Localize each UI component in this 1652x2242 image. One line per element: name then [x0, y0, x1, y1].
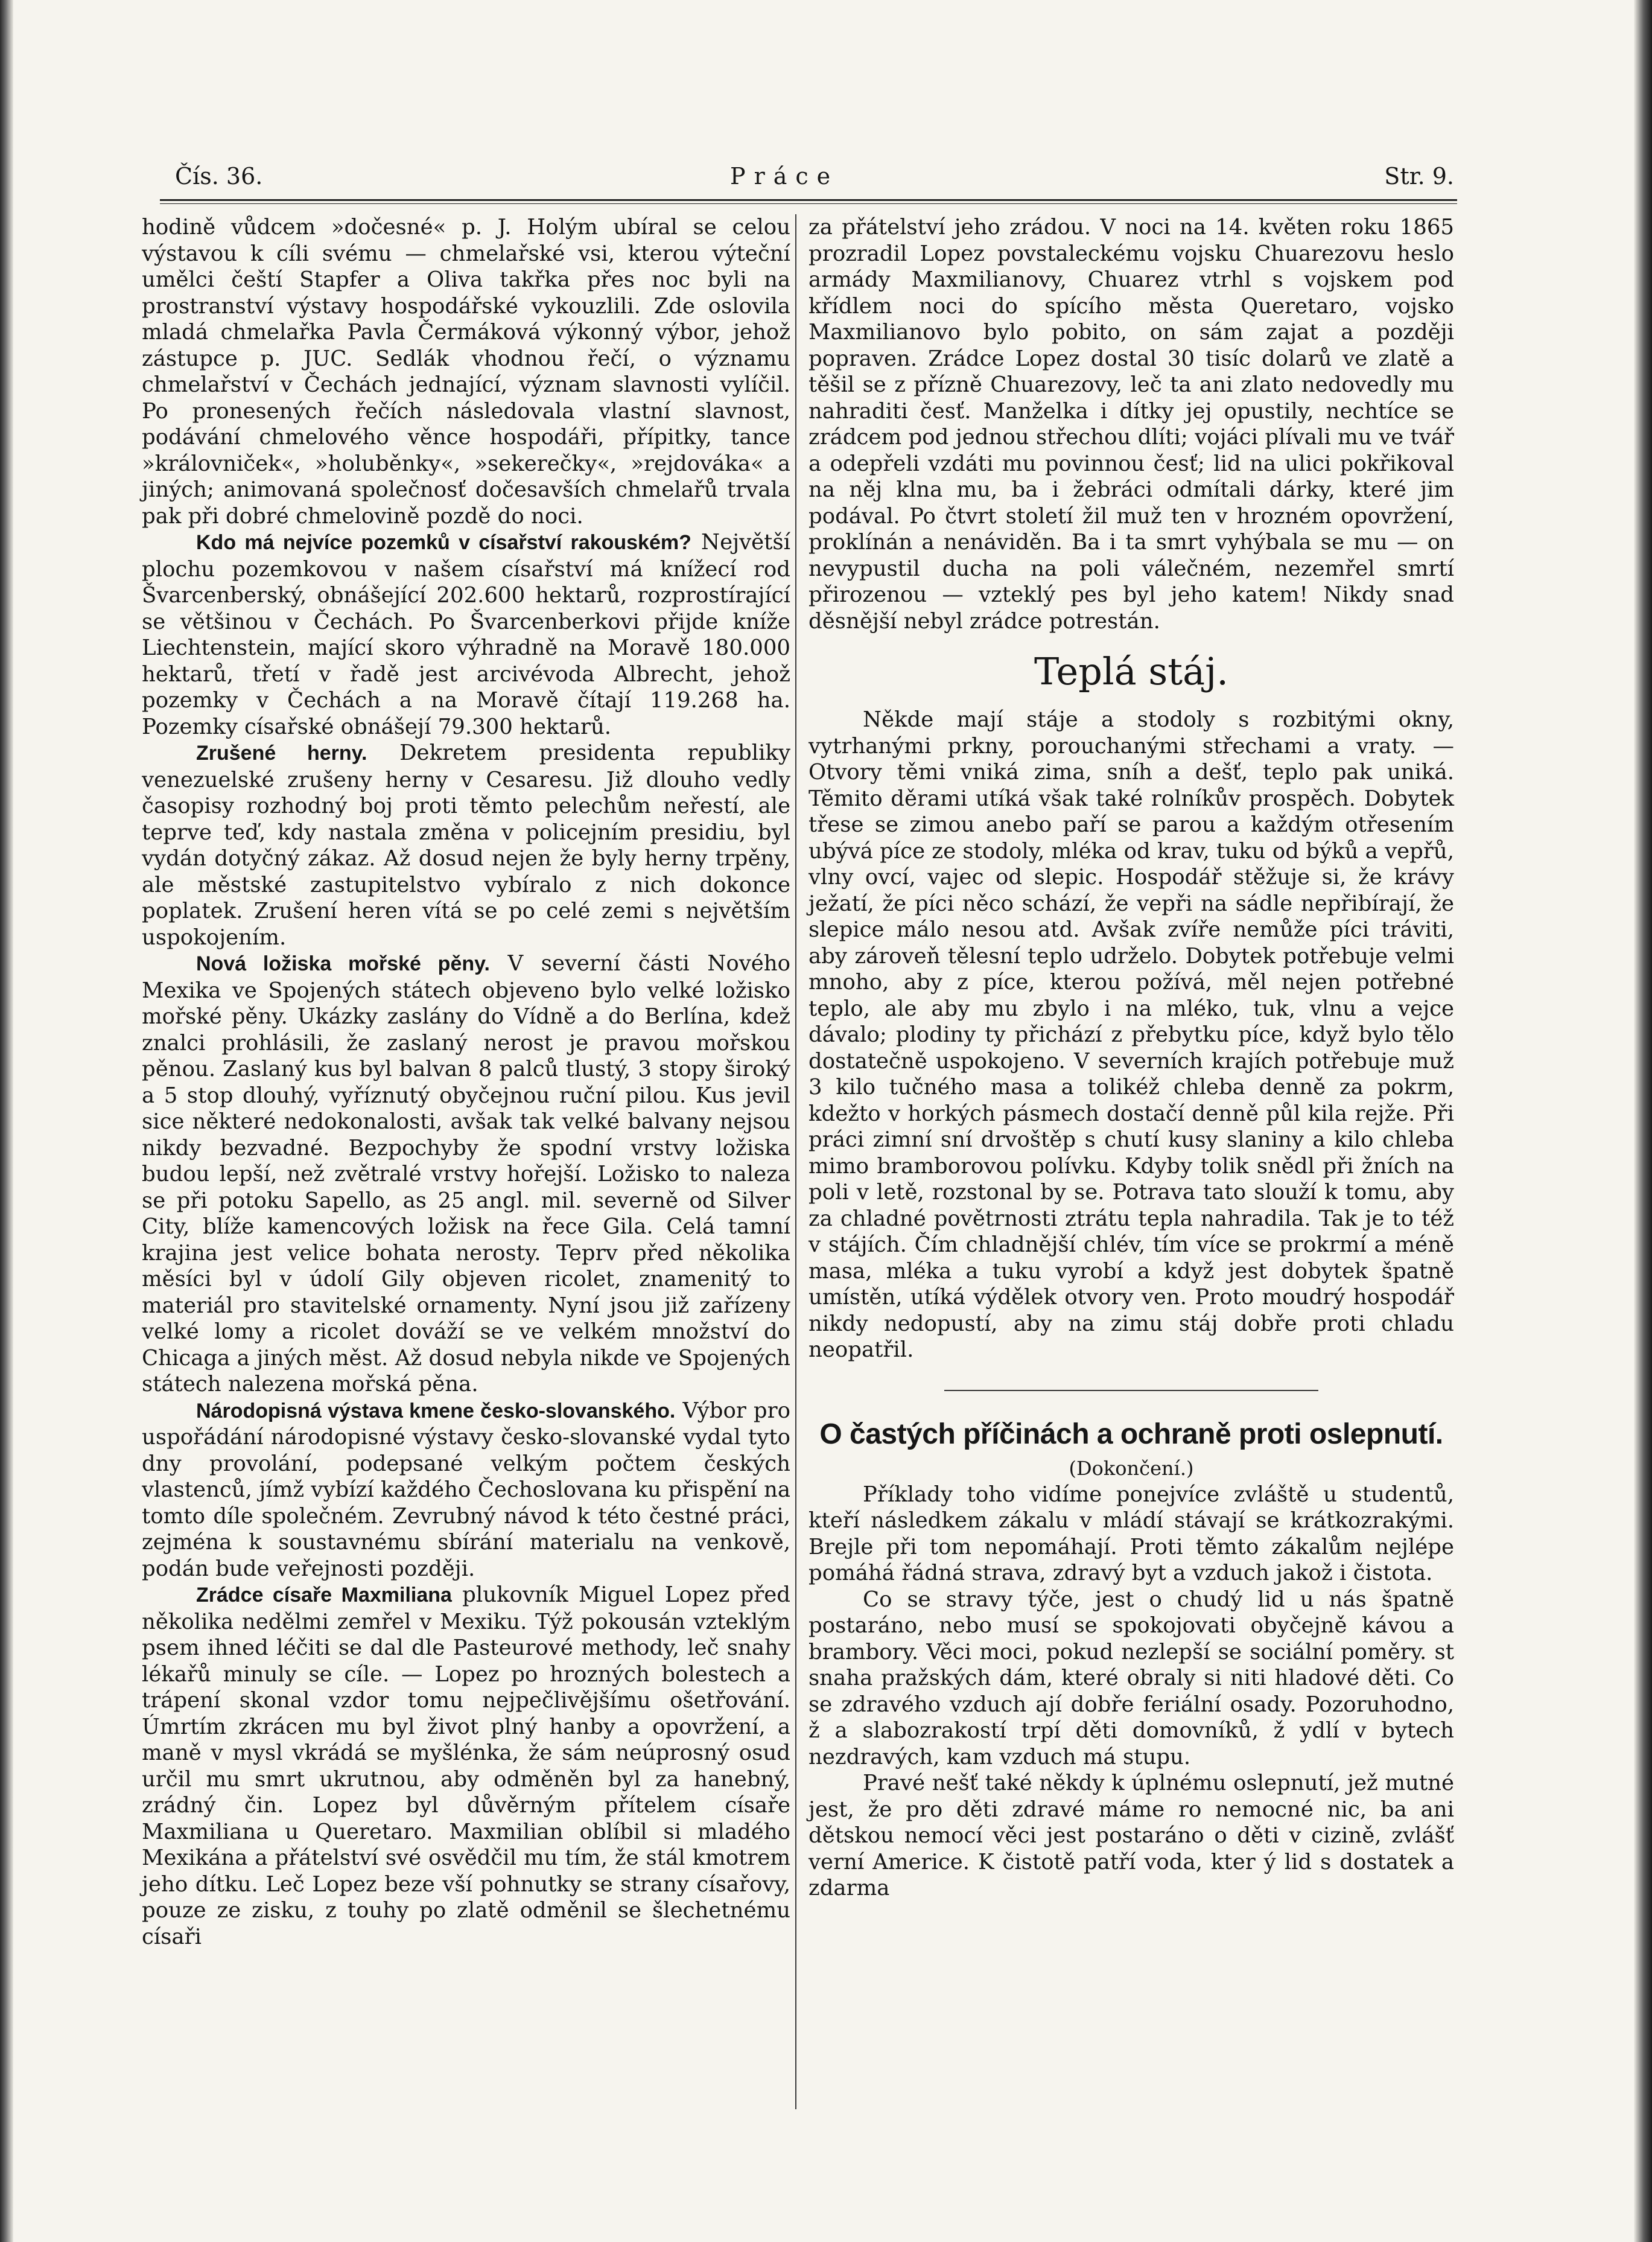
paragraph: hodině vůdcem »dočesné« p. J. Holým ubíral se celou výstavou k cíli svému — chmelařské vsi, kterou výteční umělci čeští Stapfer a Oliva takřka přes noc byli na prostranství výstavy hospodářské vykouzlili. Zde oslovila mladá chmelařka Pavla Čermáková výkonný výbor, jehož zástupce p. JUC. Sedlák vhodnou řečí, o významu chmelařství v Čechách jednající, význam slavnosti vylíčil. Po pronesených řečích následovala vlastní slavnost, podávání chmelového věnce hospodáři, přípitky, tance »královniček«, »holuběnky«, »sekerečky«, »rejdováka« a jiných; animovaná společnosť dočesavších chmelařů trvala pak při dobré chmelovině pozdě do noci. — [142, 215, 790, 529]
column-divider — [795, 214, 796, 2109]
news-item — [142, 529, 790, 740]
paragraph: Příklady toho vidíme ponejvíce zvláště u studentů, kteří následkem zákalu v mládí stávají se krátkozrakými. Brejle při tom nepomáhají. Proti těmto zákalům nejlépe pomáhá řádná strava, zdravý byt a vzduch jakož i čistota. — [809, 1482, 1454, 1585]
page-number: Str. 9. — [1384, 163, 1454, 189]
section-rule — [944, 1390, 1318, 1391]
issue-number: Čís. 36. — [175, 163, 263, 189]
right-column — [809, 214, 1454, 1902]
page-edge-left — [0, 0, 13, 2242]
periodical-title: Práce — [730, 163, 839, 189]
news-item-title: Kdo má nejvíce pozemků v císařství rakouském? — [196, 531, 691, 554]
news-item — [142, 1398, 790, 1582]
news-item-text: Největší plochu pozemkovou v našem císařství má knížecí rod Švarcenberský, obnášející 202.600 hektarů, rozprostírající se většinou v Čechách. Po Švarcenberkovi přijde kníže Liechtenstein, mající skoro výhradně na Moravě 180.000 hektarů, třetí v řadě jest arcivévoda Albrecht, jehož pozemky v Čechách a na Moravě čítají 119.268 ha. Pozemky císařské obnášejí 79.300 hektarů. — [142, 530, 790, 739]
left-column — [142, 214, 790, 1950]
paragraph: Pravé nešť také někdy k úplnému oslepnutí, jež mutné jest, že pro děti zdravé máme ro nemocné nic, ba ani dětskou nemocí věci jest postaráno o děti v cizině, zvlášť verní Americe. K čistotě patří voda, kter ý lid s dostatek a zdarma — [809, 1771, 1454, 1900]
news-item — [142, 740, 790, 951]
news-item — [142, 951, 790, 1398]
news-item-text: Výbor pro uspořádání národopisné výstavy česko-slovanské vydal tyto dny provolání, podepsané velkým počtem českých vlastenců, jímž vybízí každého Čechoslovana ku přispění na tomto díle společném. Zevrubný návod k této čestné práci, zejména k soustavnému sbírání materialu na venkově, podán bude veřejnosti později. — [142, 1398, 790, 1581]
news-item-title: Nová ložiska mořské pěny. — [196, 952, 490, 975]
page-edge-right — [1634, 0, 1652, 2242]
page-header — [175, 163, 1454, 199]
header-rule — [160, 199, 1457, 204]
news-item — [142, 1582, 790, 1950]
paragraph: Co se stravy týče, jest o chudý lid u nás špatně postaráno, nebo musí se spokojovati obyčejně kávou a brambory. Věci moci, pokud nezlepší se sociální poměry. st snaha pražských dám, které obraly si niti hladové děti. Co se zdravého vzduch ají dobře feriální osady. Pozoruhodno, ž a slabozrakostí trpí děti domovníků, ž ydlí v bytech nezdravých, kam vzduch má stupu. — [809, 1587, 1454, 1769]
news-item-title: Zrádce císaře Maxmiliana — [196, 1584, 452, 1607]
article-heading: O častých příčinách a ochraně proti oslepnutí. — [819, 1418, 1443, 1450]
news-item-title: Zrušené herny. — [196, 742, 367, 765]
article-heading: Teplá stáj. — [1034, 649, 1229, 693]
news-item-text: V severní části Nového Mexika ve Spojených státech objeveno bylo velké ložisko mořské pěny. Ukázky zaslány do Vídně a do Berlína, kdež znalci prohlásili, že zaslaný nerost je pravou mořskou pěnou. Zaslaný kus byl balvan 8 palců tlustý, 3 stopy široký a 5 stop dlouhý, vyříznutý obyčejnou ruční pilou. Kus jevil sice některé nedokonalosti, avšak tak velké balvany nejsou nikdy bezvadné. Bezpochyby že spodní vrstvy ložiska budou lepší, než zvětralé vrstvy hořejší. Ložisko to naleza se při potoku Sapello, as 25 angl. mil. severně od Silver City, blíže kamencových ložisk na řece Gila. Celá tamní krajina jest velice bohata nerosty. Teprv před několika měsíci byl v údolí Gily objeven ricolet, znamenitý to materiál pro stavitelské ornamenty. Nyní jsou již zařízeny velké lomy a ricolet dováží se ve velkém množství do Chicaga a jiných měst. Až dosud nebyla nikde ve Spojených státech nalezena mořská pěna. — [142, 951, 790, 1396]
news-item-title: Národopisná výstava kmene česko-slovanského. — [196, 1399, 676, 1422]
paragraph: za přátelství jeho zrádou. V noci na 14. květen roku 1865 prozradil Lopez povstaleckému vojsku Chuarezovu heslo armády Maxmilianovy, Chuarez vtrhl s vojskem pod křídlem noci do spícího města Queretaro, vojsko Maxmilianovo bylo pobito, on sám zajat a později popraven. Zrádce Lopez dostal 30 tisíc dolarů ve zlatě a těšil se z přízně Chuarezovy, leč ta ani zlato nedovedly mu nahraditi česť. Manželka i dítky jej opustily, nechtíce se zrádcem pod jednou střechou dlíti; vojáci plívali mu ve tvář a odepřeli vzdáti mu povinnou česť; lid na ulici pokřikoval na něj klna mu, ba i žebráci odmítali dárky, které jim podával. Po čtvrt století žil muž ten v hrozném opovržení, proklínán a nenáviděn. Ba i ta smrt vyhýbala se mu — on nevypustil ducha na poli válečném, nezemřel smrtí přirozenou — vzteklý pes byl jeho katem! Nikdy snad děsnější nebyl zrádce potrestán. — [809, 215, 1454, 634]
paragraph: Někde mají stáje a stodoly s rozbitými okny, vytrhanými prkny, porouchanými střechami a vraty. — Otvory těmi vniká zima, sníh a dešť, teplo pak uniká. Těmito děrami utíká však také rolníkův prospěch. Dobytek třese se zimou anebo paří se parou a každým otřesením ubývá píce ze stodoly, mléka od krav, tuku od býků a vepřů, vlny ovcí, vajec od slepic. Hospodář stěžuje si, že krávy ježatí, že píci něco schází, že vepři na sádle nepřibírají, že slepice málo nesou atd. Avšak zvíře nemůže píci tráviti, aby zároveň tělesní teplo udrželo. Dobytek potřebuje velmi mnoho, aby z píce, kterou požívá, měl nejen potřebné teplo, ale aby mu zbylo i na mléko, tuk, vlnu a vejce dávalo; plodiny ty přichází z přebytku píce, když bylo tělo dostatečně uspokojeno. V severních krajích potřebuje muž 3 kilo tučného masa a tolikéž chleba denně za pokrm, kdežto v horkých pásmech dostačí denně půl kila rejže. Při práci zimní sní drvoštěp s chutí kusy slaniny a kilo chleba mimo bramborovou polívku. Kdyby tolik snědl při žních na poli v letě, rozstonal by se. Potrava tato slouží k tomu, aby za chladné povětrnosti ztrátu tepla nahradila. Tak je to též v stájích. Čím chladnější chlév, tím více se prokrmí a méně masa, mléka a tuku vyrobí a když jest dobytek špatně umístěn, utíká výdělek otvory ven. Proto moudrý hospodář nikdy nedopustí, aby na zimu stáj dobře proti chladu neopatřil. — [809, 707, 1455, 1362]
article-subheading: (Dokončení.) — [1069, 1456, 1194, 1480]
news-item-text: plukovník Miguel Lopez před několika nedělmi zemřel v Mexiku. Týž pokousán vzteklým psem ihned léčiti se dal dle Pasteurové methody, leč snahy lékařů minuly se cíle. — Lopez po hrozných bolestech a trápení skonal vzdor tomu nejpečlivějšímu ošetřování. Úmrtím zkrácen mu byl život plný hanby a opovržení, a maně v mysl vkrádá se myšlénka, že sám neúprosný osud určil mu smrt ukrutnou, aby odměněn byl za hanebný, zrádný čin. Lopez byl důvěrným přítelem císaře Maxmiliana u Queretaro. Maxmilian oblíbil si mladého Mexikána a přátelství své osvědčil mu tím, že stál kmotrem jeho dítku. Leč Lopez beze vší pohnutky se strany císařovy, pouze ze zisku, z touhy po zlatě odměnil se šlechetnému císaři — [142, 1582, 790, 1949]
news-item-text: Dekretem presidenta republiky venezuelské zrušeny herny v Cesaresu. Již dlouho vedly časopisy rozhodný boj proti těmto pelechům neřestí, ale teprve teď, kdy nastala změna v policejním presidiu, byl vydán dotyčný zákaz. Až dosud nejen že byly herny trpěny, ale městské zastupitelstvo vybíralo z nich dokonce poplatek. Zrušení heren vítá se po celé zemi s největším uspokojením. — [142, 740, 790, 950]
